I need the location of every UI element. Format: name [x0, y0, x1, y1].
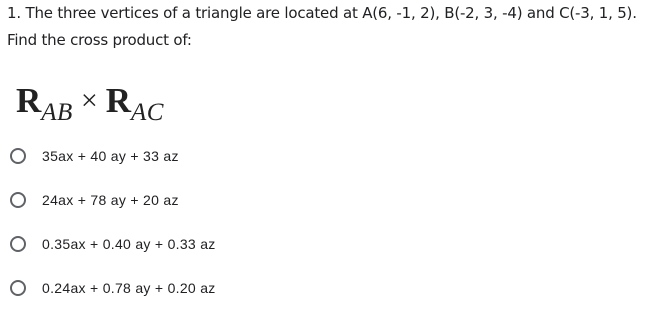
answer-option-label: 0.24ax + 0.78 ay + 0.20 az [42, 280, 216, 296]
answer-option-2[interactable] [9, 178, 649, 222]
question-text: 1. The three vertices of a triangle are located at A(6, -1, 2), B(-2, 3, -4) and C(-3, 1, 5). Find the cross product of: [7, 4, 637, 49]
radio-button-icon[interactable] [10, 192, 26, 208]
answer-options [9, 134, 649, 310]
formula-cross-symbol: × [80, 84, 98, 117]
answer-option-label: 24ax + 78 ay + 20 az [42, 192, 179, 208]
formula-subscript-ac: AC [131, 99, 164, 126]
answer-option-label: 35ax + 40 ay + 33 az [42, 148, 179, 164]
answer-option-1[interactable] [9, 134, 649, 178]
formula-image [16, 78, 164, 128]
formula-subscript-ab: AB [41, 99, 73, 126]
answer-option-4[interactable] [9, 266, 649, 310]
answer-option-label: 0.35ax + 0.40 ay + 0.33 az [42, 236, 216, 252]
radio-button-icon[interactable] [10, 280, 26, 296]
formula-r-ac: R [105, 81, 132, 120]
radio-button-icon[interactable] [10, 148, 26, 164]
formula-r-ab: R [16, 81, 42, 120]
answer-option-3[interactable] [9, 222, 649, 266]
radio-button-icon[interactable] [10, 236, 26, 252]
